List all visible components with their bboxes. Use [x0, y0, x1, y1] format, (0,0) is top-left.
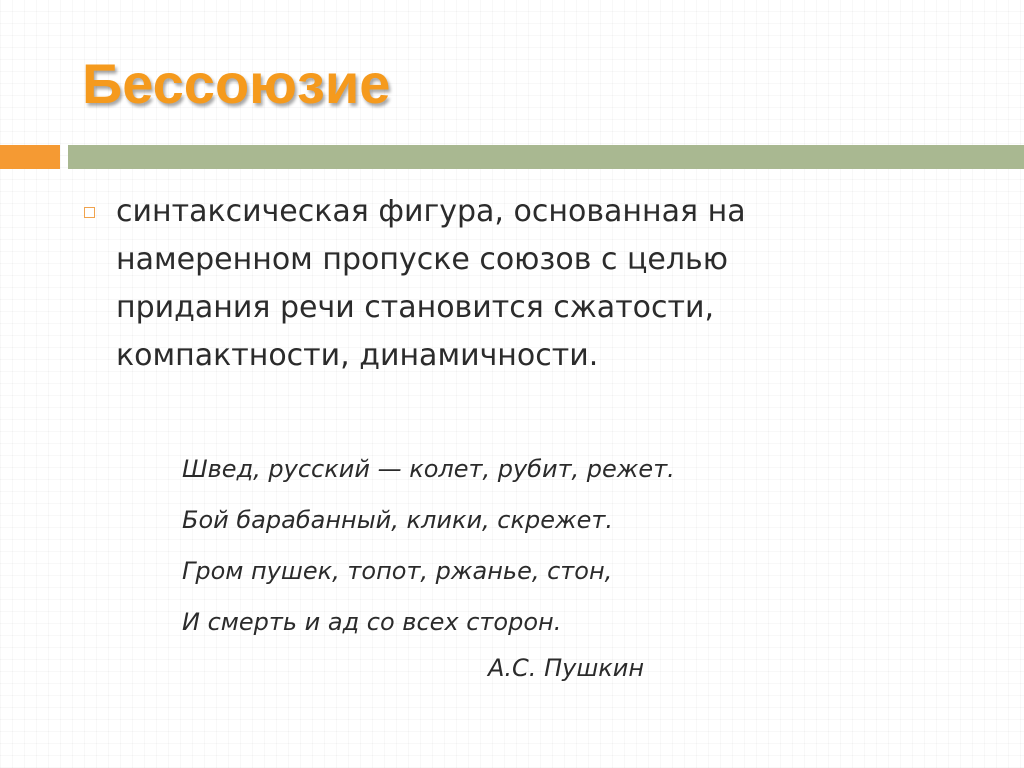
poem-line: Гром пушек, топот, ржанье, стон, [182, 557, 613, 585]
square-bullet-icon [84, 207, 95, 218]
accent-bar-orange [0, 145, 60, 169]
bullet-text [116, 188, 796, 380]
poem-line: Бой барабанный, клики, скрежет. [182, 506, 613, 534]
bullet-line: намеренном пропуске союзов с целью [116, 242, 728, 277]
bullet-line: синтаксическая фигура, основанная на [116, 194, 746, 229]
bullet-line: компактности, динамичности. [116, 338, 599, 373]
poem-quote [182, 444, 882, 648]
bullet-line: придания речи становится сжатости, [116, 290, 715, 325]
accent-bar-green [68, 145, 1024, 169]
poem-author: А.С. Пушкин [488, 654, 645, 682]
poem-line: И смерть и ад со всех сторон. [182, 608, 562, 636]
poem-line: Швед, русский — колет, рубит, режет. [182, 455, 675, 483]
slide-title: Бессоюзие [82, 52, 391, 115]
